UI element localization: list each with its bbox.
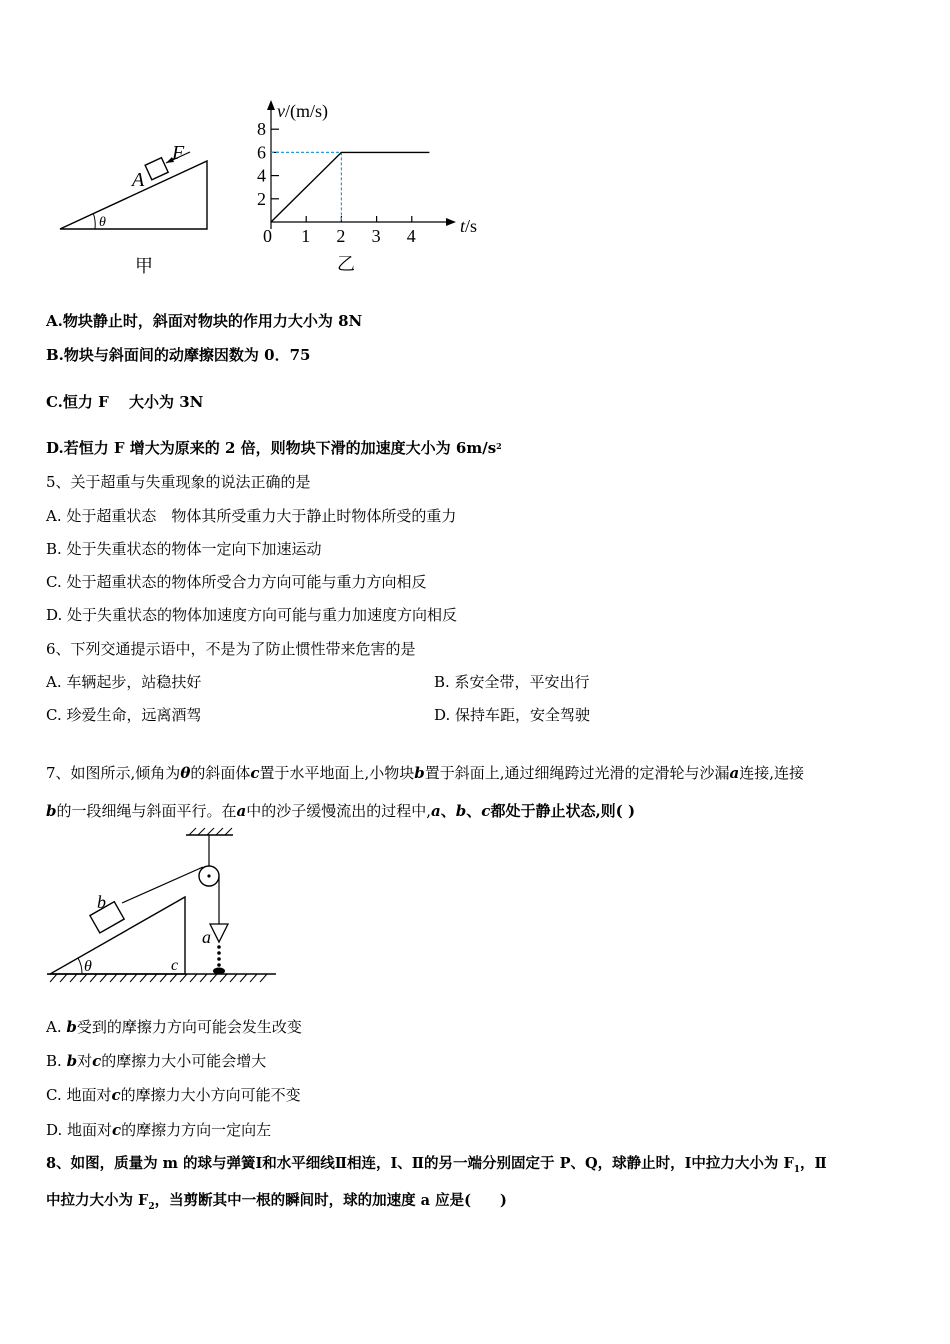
text: 、	[466, 802, 482, 820]
text: 中的沙子缓慢流出的过程中,	[246, 802, 432, 820]
caption-yi: 乙	[337, 254, 355, 274]
block-b	[90, 902, 124, 933]
option-text: 物块静止时，斜面对物块的作用力大小为 8N	[62, 312, 363, 330]
text: A.	[46, 1018, 67, 1036]
text: 8、如图，质量为 m 的球与弹簧Ⅰ和水平细线Ⅱ相连，Ⅰ、Ⅱ的另一端分别固定于 P、Q，球静止时，Ⅰ中拉力大小为 F	[46, 1155, 794, 1172]
caption-jia: 甲	[135, 256, 153, 276]
var-b: b	[414, 764, 425, 782]
label-theta: θ	[84, 958, 92, 975]
q4-option-b[interactable]	[46, 345, 310, 365]
label-theta: θ	[99, 215, 106, 230]
x-tick-label: 3	[371, 226, 381, 246]
label-a: a	[202, 927, 211, 947]
x-tick-label: 2	[336, 226, 346, 246]
option-superscript: 2	[496, 441, 502, 451]
var-c: c	[112, 1121, 122, 1139]
text: ，Ⅱ	[800, 1155, 827, 1172]
var-theta: θ	[180, 764, 191, 782]
text: 的一段细绳与斜面平行。在	[56, 802, 237, 820]
q8-stem-line-1	[46, 1154, 827, 1180]
figure-yi-vt-chart	[257, 100, 477, 274]
q8-stem-line-2	[46, 1191, 507, 1217]
y-tick-label: 8	[257, 119, 266, 140]
q7-option-d[interactable]	[46, 1120, 271, 1140]
sand-stream	[217, 945, 221, 967]
q5-stem: 5、关于超重与失重现象的说法正确的是	[46, 473, 311, 491]
q7-stem-line-1	[46, 763, 804, 783]
var-c: c	[481, 802, 491, 820]
text: 的摩擦力大小可能会增大	[101, 1052, 267, 1070]
x-axis-arrow	[446, 218, 456, 226]
x-tick-label: 4	[406, 226, 416, 246]
var-b: b	[46, 802, 57, 820]
q6-option-b[interactable]: B. 系安全带，平安出行	[434, 673, 590, 691]
text: 的摩擦力方向一定向左	[121, 1121, 272, 1139]
subscript: 2	[148, 1201, 155, 1212]
q6-option-a[interactable]: A. 车辆起步，站稳扶好	[46, 673, 202, 691]
q5-option-a[interactable]: A. 处于超重状态 物体其所受重力大于静止时物体所受的重力	[46, 507, 457, 525]
text: 受到的摩擦力方向可能会发生改变	[76, 1018, 302, 1036]
text: 置于斜面上,通过细绳跨过光滑的定滑轮与沙漏	[424, 764, 730, 782]
text: 都处于静止状态,则( )	[490, 802, 636, 820]
y-axis-arrow	[267, 100, 275, 110]
text: 的斜面体	[190, 764, 251, 782]
y-axis-label: v/(m/s)	[277, 101, 328, 121]
q6-stem: 6、下列交通提示语中，不是为了防止惯性带来危害的是	[46, 640, 416, 658]
x-tick-label: 1	[301, 226, 311, 246]
x-tick-label: 0	[263, 226, 272, 246]
y-tick-label: 2	[257, 188, 266, 209]
option-text: 物块与斜面间的动摩擦因数为 0．75	[63, 346, 311, 364]
option-letter: C.	[46, 393, 63, 411]
subscript: 1	[793, 1164, 801, 1175]
text: 对	[77, 1052, 93, 1070]
option-text: 若恒力 F 增大为原来的 2 倍，则物块下滑的加速度大小为 6m/s	[63, 439, 497, 457]
sand-funnel-a	[210, 924, 228, 942]
var-a: a	[431, 802, 441, 820]
option-letter: D.	[46, 439, 64, 457]
string-incline	[122, 867, 203, 903]
text: ，当剪断其中一根的瞬间时，球的加速度 a 应是( )	[154, 1192, 507, 1209]
var-a: a	[729, 764, 740, 782]
var-b: b	[66, 1052, 78, 1070]
text: 7、如图所示,倾角为	[46, 764, 181, 782]
var-a: a	[236, 802, 247, 820]
var-c: c	[250, 764, 260, 782]
label-a: A	[132, 169, 145, 191]
q4-option-a[interactable]	[46, 311, 362, 331]
label-b: b	[97, 892, 106, 912]
label-f: F	[172, 142, 185, 164]
sand-pile	[213, 968, 225, 975]
q4-option-d[interactable]	[46, 438, 502, 458]
var-c: c	[92, 1052, 102, 1070]
x-axis-label: t/s	[460, 216, 478, 236]
var-c: c	[111, 1086, 121, 1104]
text: 的摩擦力大小方向可能不变	[120, 1086, 301, 1104]
text: D. 地面对	[46, 1121, 113, 1139]
text: 置于水平地面上,小物块	[259, 764, 415, 782]
text: C. 地面对	[46, 1086, 112, 1104]
option-letter: B.	[46, 346, 64, 364]
q6-option-d[interactable]: D. 保持车距，安全驾驶	[434, 706, 591, 724]
text: 连接,连接	[739, 764, 805, 782]
q4-option-c[interactable]	[46, 392, 203, 412]
text: 、	[440, 802, 456, 820]
y-tick-label: 4	[257, 165, 266, 186]
block-a	[145, 158, 168, 180]
q5-option-b[interactable]: B. 处于失重状态的物体一定向下加速运动	[46, 540, 322, 558]
ceiling-hatch	[189, 828, 232, 835]
y-tick-label: 6	[257, 142, 266, 163]
text: B.	[46, 1052, 67, 1070]
q7-option-a[interactable]	[46, 1017, 302, 1037]
velocity-series-line	[271, 152, 429, 222]
q5-option-c[interactable]: C. 处于超重状态的物体所受合力方向可能与重力方向相反	[46, 573, 427, 591]
var-b: b	[66, 1018, 77, 1036]
q5-option-d[interactable]: D. 处于失重状态的物体加速度方向可能与重力加速度方向相反	[46, 606, 458, 624]
text: 中拉力大小为 F	[46, 1192, 149, 1209]
q7-stem-line-2	[46, 801, 635, 821]
q6-option-c[interactable]: C. 珍爱生命，远离酒驾	[46, 706, 202, 724]
label-c: c	[171, 957, 179, 974]
ground-hatch	[50, 974, 267, 982]
option-text: 恒力 F 大小为 3N	[62, 393, 204, 411]
q7-option-c[interactable]	[46, 1085, 301, 1105]
option-letter: A.	[46, 312, 63, 330]
var-b: b	[455, 802, 467, 820]
q7-figure	[0, 826, 300, 996]
q7-option-b[interactable]	[46, 1051, 266, 1071]
figure-jia-incline	[60, 142, 207, 276]
figure-top	[0, 0, 950, 300]
